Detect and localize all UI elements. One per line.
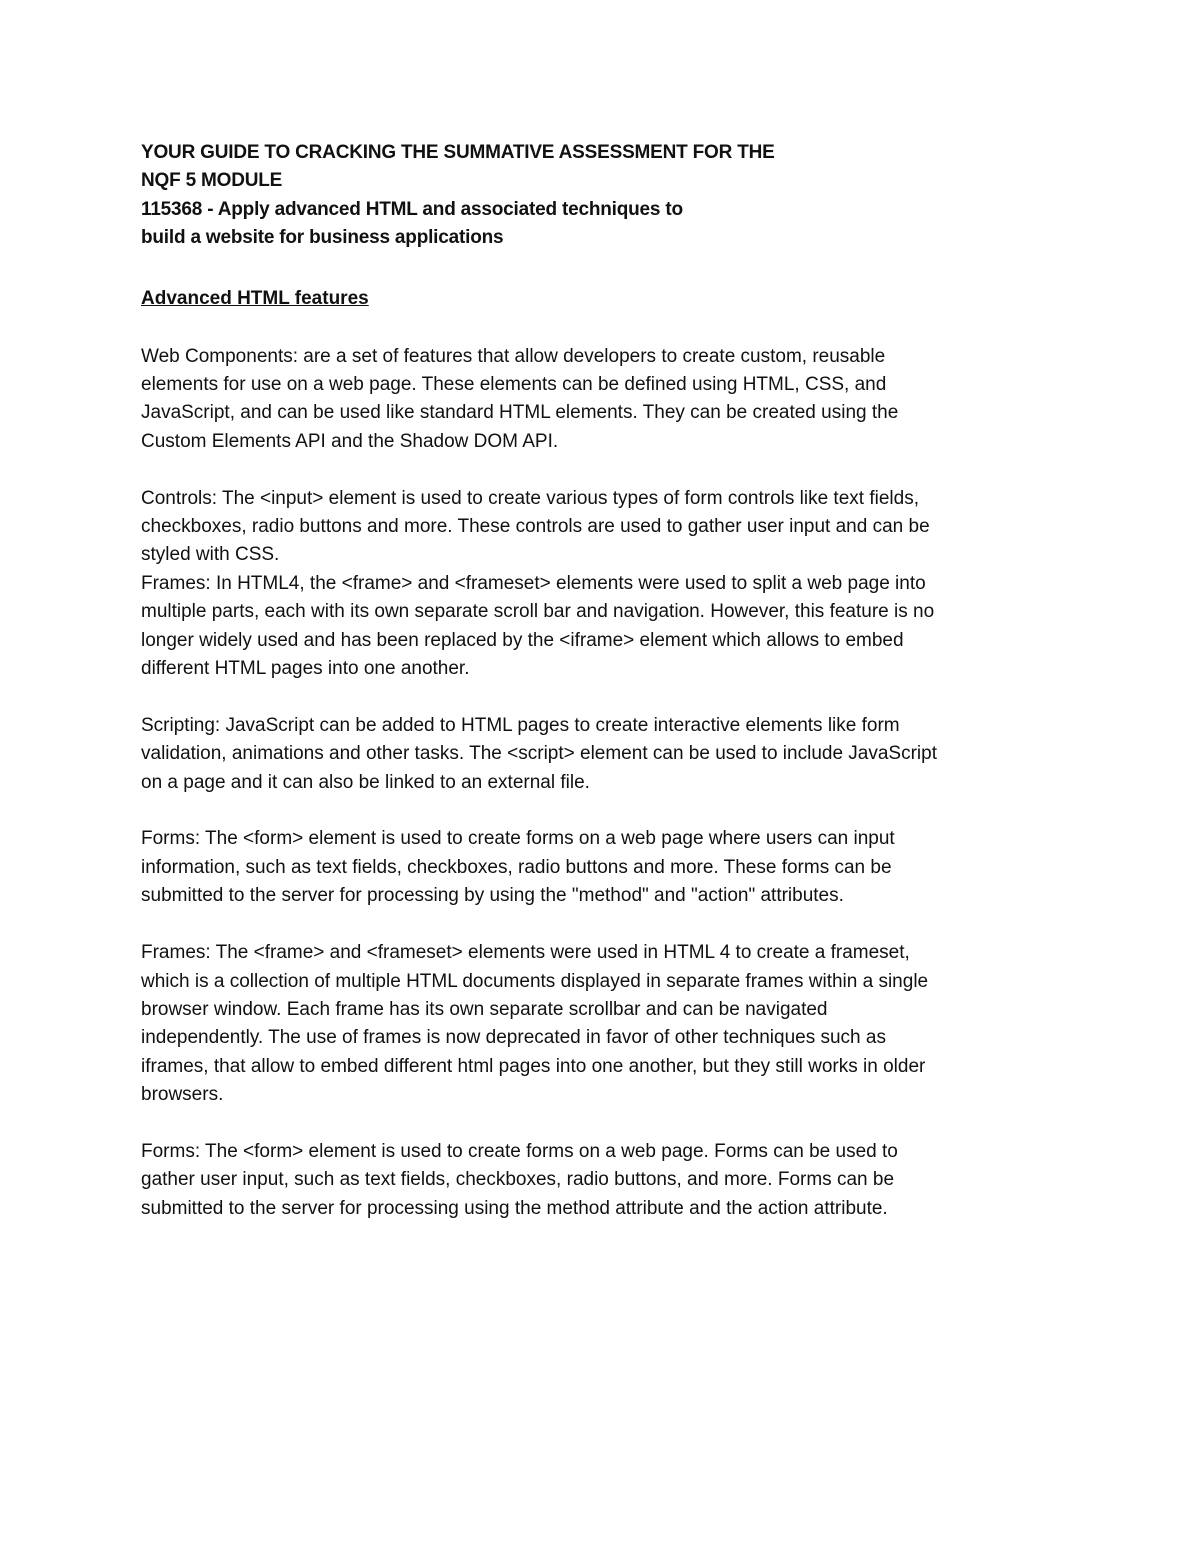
spacer: [141, 911, 1061, 939]
paragraph-scripting: Scripting: JavaScript can be added to HTML pages to create interactive elements like form validation, animations and other tasks. The <script> element can be used to include JavaScript on a page and it can also be linked to an external file.: [141, 714, 937, 793]
section-heading: Advanced HTML features: [141, 287, 369, 309]
paragraph-controls: Controls: The <input> element is used to create various types of form controls like text fields, checkboxes, radio buttons and more. These controls are used to gather user input and can be styled with CSS.: [141, 487, 930, 566]
paragraph-frames-html4: Frames: In HTML4, the <frame> and <frameset> elements were used to split a web page into multiple parts, each with its own separate scroll bar and navigation. However, this feature is no longer widely used and has been replaced by the <iframe> element which allows to embed different HTML pages into one another.: [141, 572, 935, 680]
spacer: [141, 797, 1061, 825]
spacer: [141, 1110, 1061, 1138]
spacer: [141, 313, 1061, 343]
paragraph-forms: Forms: The <form> element is used to create forms on a web page where users can input information, such as text fields, checkboxes, radio buttons and more. These forms can be submitted to the server for processing by using the "method" and "action" attributes.: [141, 828, 895, 907]
paragraph-web-components: Web Components: are a set of features that allow developers to create custom, reusable elements for use on a web page. These elements can be defined using HTML, CSS, and JavaScript, and can be used like standard HTML elements. They can be created using the Custom Elements API and the Shadow DOM API.: [141, 345, 899, 452]
spacer: [141, 683, 1061, 711]
document-heading: YOUR GUIDE TO CRACKING THE SUMMATIVE ASSESSMENT FOR THE NQF 5 MODULE: [141, 142, 775, 192]
document-page: [141, 139, 1061, 1223]
module-title: 115368 - Apply advanced HTML and associated techniques to build a website for business applications: [141, 198, 683, 249]
paragraph-forms-2: Forms: The <form> element is used to create forms on a web page. Forms can be used to gather user input, such as text fields, checkboxes, radio buttons, and more. Forms can be submitted to the server for processing using the method attribute and the action attribute.: [141, 1140, 898, 1219]
paragraph-frames: Frames: The <frame> and <frameset> elements were used in HTML 4 to create a frameset, which is a collection of multiple HTML documents displayed in separate frames within a single browser window. Each frame has its own separate scrollbar and can be navigated independently. The use of frames is now deprecated in favor of other techniques such as iframes, that allow to embed different html pages into one another, but they still works in older browsers.: [141, 942, 929, 1106]
spacer: [141, 456, 1061, 484]
